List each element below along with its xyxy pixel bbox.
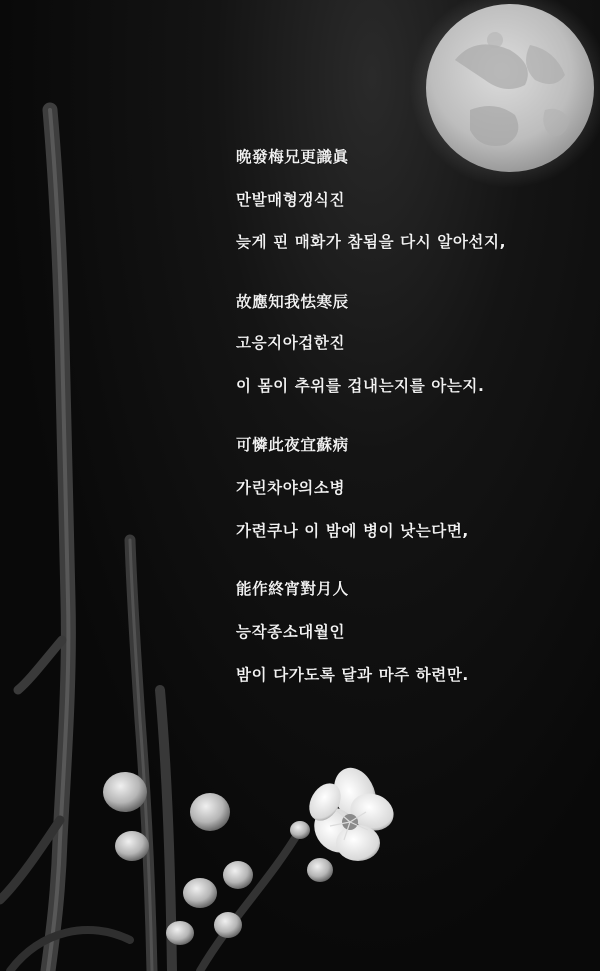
stanza-4-hanja: 能作終宵對月人 (236, 580, 349, 598)
stanza-1-translation: 늦게 핀 매화가 참됨을 다시 알아선지, (236, 233, 507, 251)
stanza-3-translation: 가련쿠나 이 밤에 병이 낫는다면, (236, 522, 469, 540)
stanza-2-reading: 고응지아겁한진 (236, 334, 346, 352)
stanza-1-reading: 만발매형갱식진 (236, 191, 346, 209)
plum-buds (103, 772, 333, 945)
stanza-1-hanja: 晩發梅兄更識眞 (236, 148, 349, 166)
stanza-4-translation: 밤이 다가도록 달과 마주 하련만. (236, 666, 469, 684)
stanza-3-hanja: 可憐此夜宜蘇病 (236, 436, 349, 454)
stanza-2-hanja: 故應知我怯寒辰 (236, 293, 349, 311)
plum-blossom (303, 762, 399, 861)
stanza-2-translation: 이 몸이 추위를 겁내는지를 아는지. (236, 377, 485, 395)
stanza-3-reading: 가린차야의소병 (236, 479, 346, 497)
stanza-4-reading: 능작종소대월인 (236, 623, 346, 641)
full-moon (410, 0, 600, 188)
